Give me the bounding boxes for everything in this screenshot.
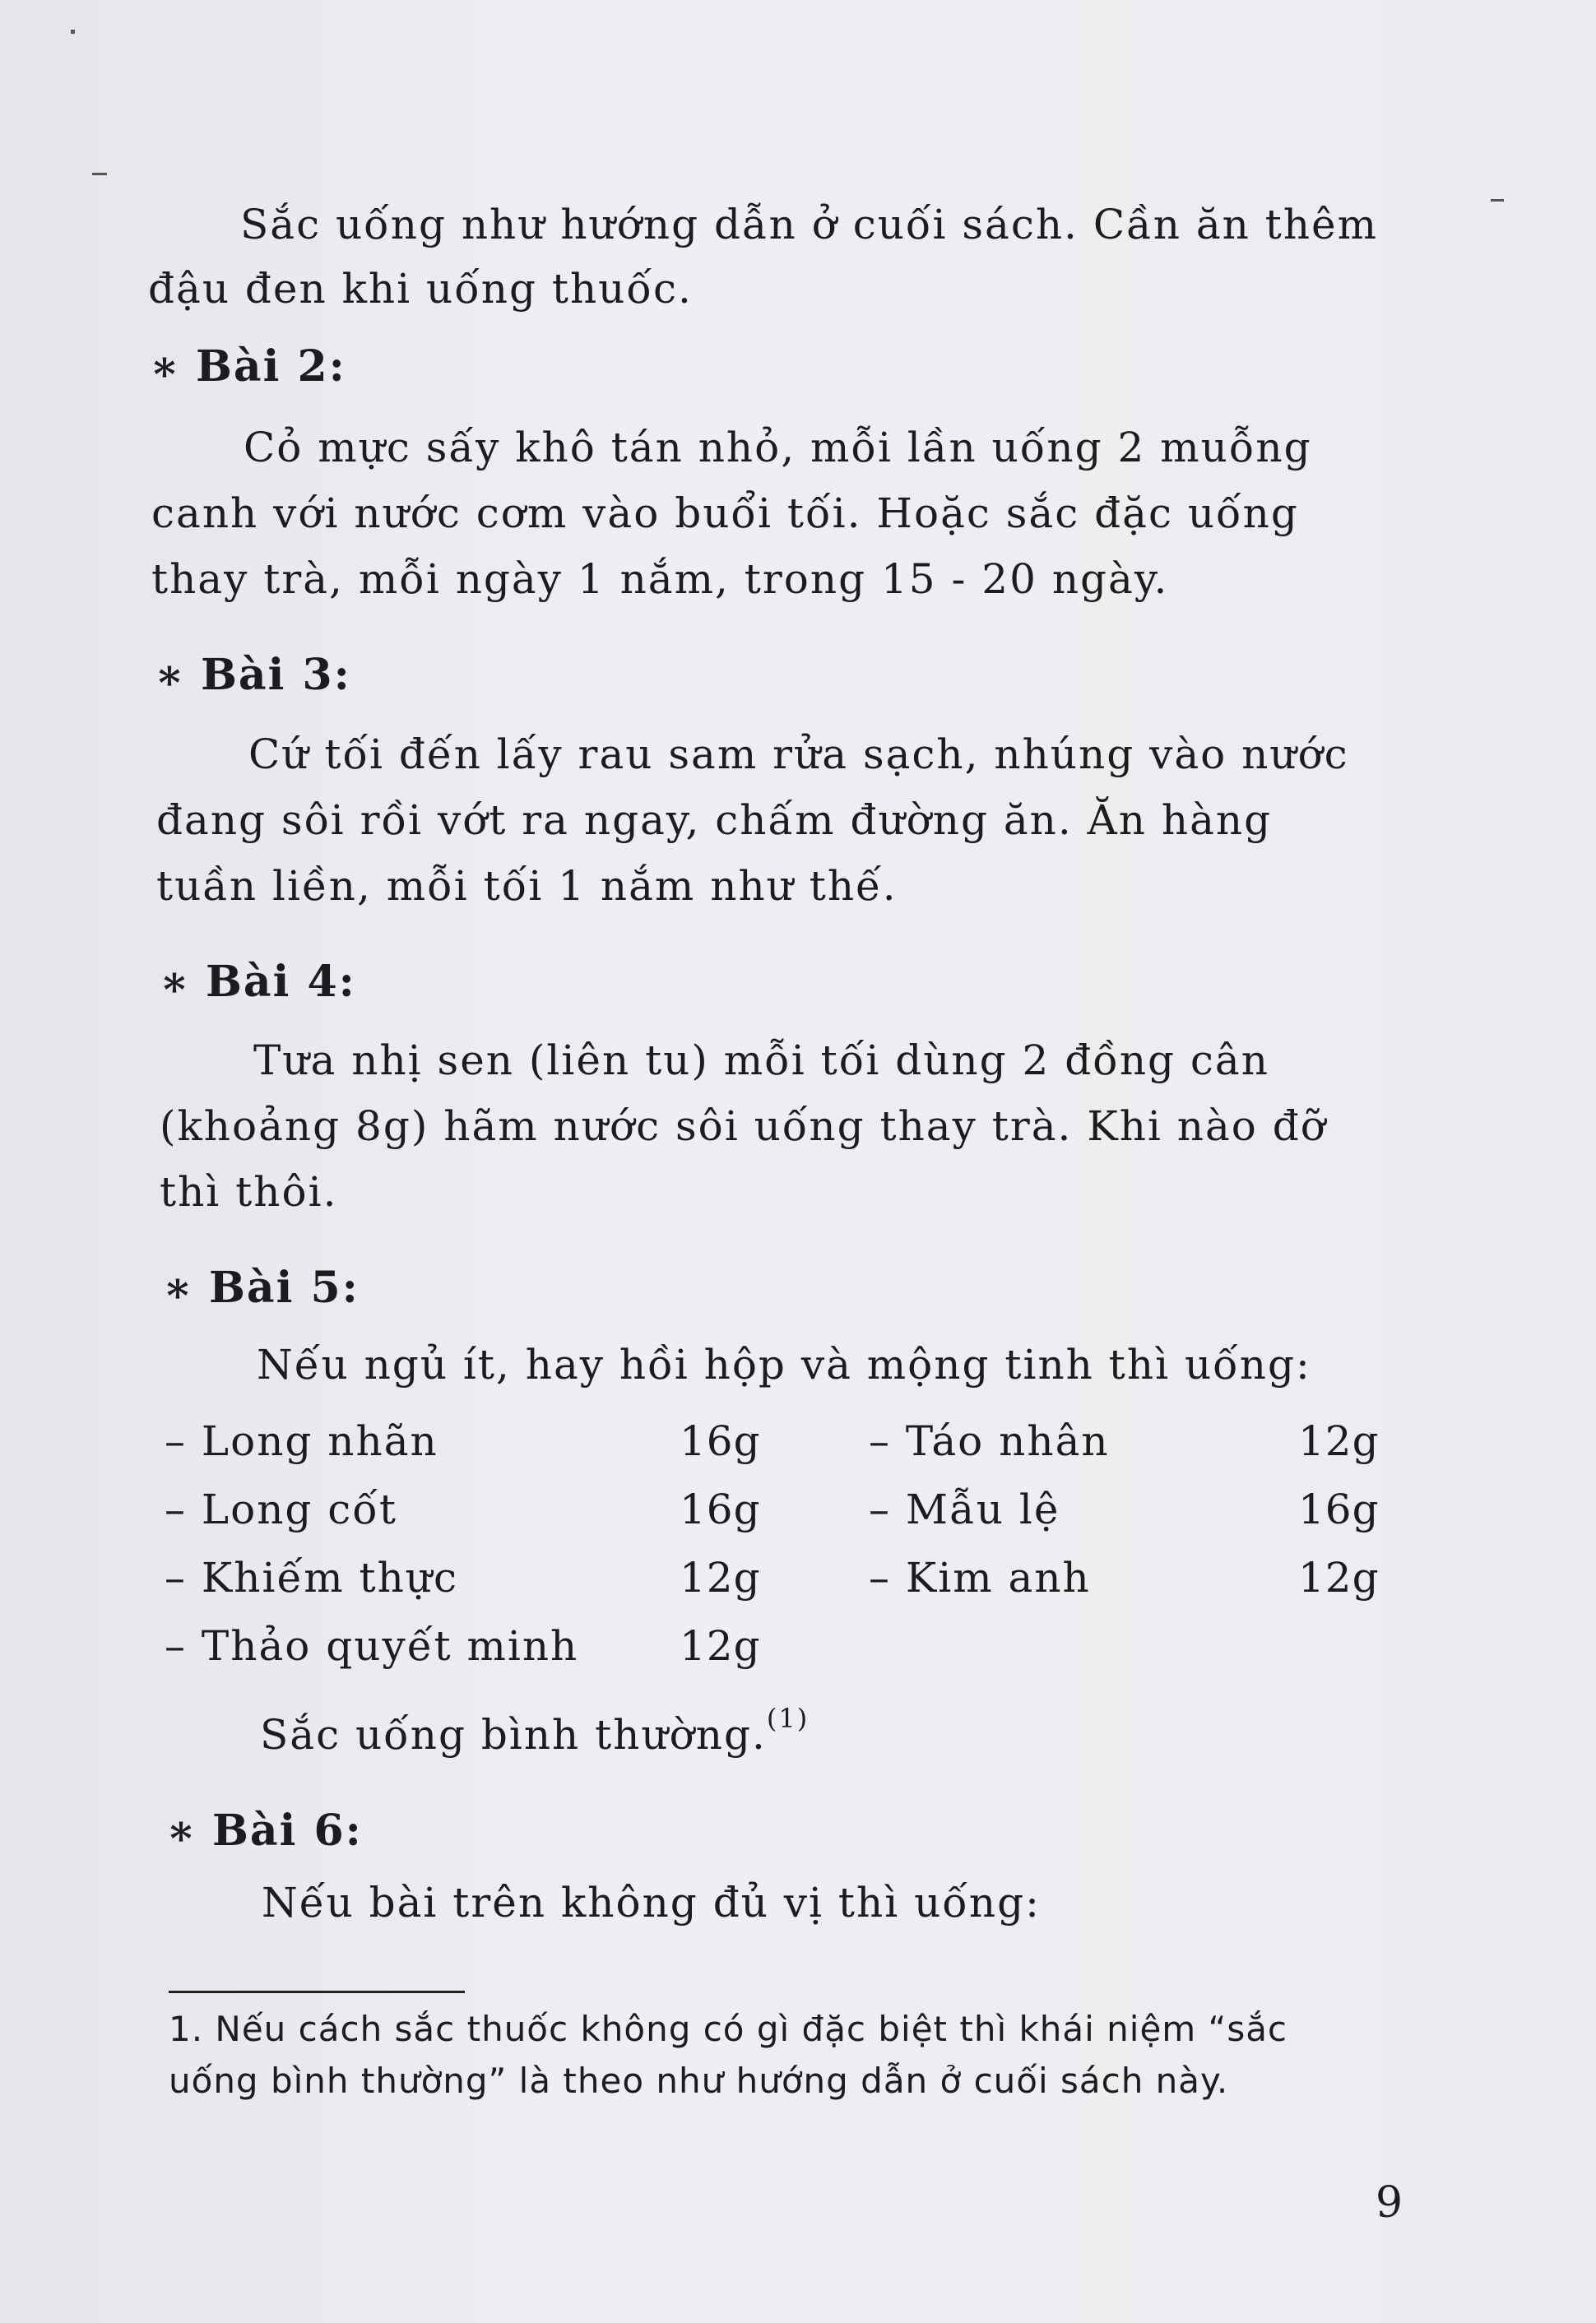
asterisk-icon: ∗	[163, 1263, 194, 1313]
bai-3-line: Cứ tối đến lấy rau sam rửa sạch, nhúng vào nước	[248, 730, 1349, 778]
ingredient-qty: 12g	[680, 1554, 761, 1602]
bai-5-line: Nếu ngủ ít, hay hồi hộp và mộng tinh thì uống:	[257, 1341, 1311, 1389]
bai-6-heading	[166, 1806, 363, 1856]
bai-3-heading	[155, 650, 351, 700]
bai-2-line: thay trà, mỗi ngày 1 nắm, trong 15 - 20 ngày.	[151, 555, 1169, 603]
bai-5-title: Bài 5:	[208, 1263, 360, 1313]
print-speck	[1491, 199, 1504, 202]
bai-4-line: Tưa nhị sen (liên tu) mỗi tối dùng 2 đồng cân	[253, 1036, 1269, 1084]
bai-5-heading	[163, 1263, 360, 1313]
intro-line: đậu đen khi uống thuốc.	[148, 265, 693, 313]
ingredient-qty: 12g	[1298, 1417, 1380, 1465]
ingredient-qty: 16g	[1298, 1486, 1380, 1533]
ingredient-name: – Táo nhân	[869, 1417, 1110, 1465]
ingredient-qty: 16g	[680, 1417, 761, 1465]
asterisk-icon: ∗	[160, 957, 191, 1007]
intro-line: Sắc uống như hướng dẫn ở cuối sách. Cần ăn thêm	[240, 201, 1379, 248]
ingredient-name: – Khiếm thực	[165, 1554, 459, 1602]
bai-4-line: (khoảng 8g) hãm nước sôi uống thay trà. Khi nào đỡ	[160, 1102, 1327, 1150]
ingredient-name: – Long cốt	[165, 1486, 397, 1533]
ingredient-qty: 12g	[680, 1622, 761, 1670]
footnote-divider	[169, 1991, 465, 1993]
print-speck	[71, 30, 75, 34]
ingredient-name: – Long nhãn	[165, 1417, 438, 1465]
ingredient-name: – Mẫu lệ	[869, 1486, 1060, 1533]
bai-5-instruction	[260, 1703, 809, 1759]
bai-6-line: Nếu bài trên không đủ vị thì uống:	[262, 1879, 1041, 1927]
bai-2-line: canh với nước cơm vào buổi tối. Hoặc sắc đặc uống	[151, 489, 1299, 537]
bai-4-heading	[160, 957, 356, 1007]
ingredient-name: – Kim anh	[869, 1554, 1091, 1602]
asterisk-icon: ∗	[150, 341, 181, 392]
bai-2-heading	[150, 341, 346, 392]
footnote-line: uống bình thường” là theo như hướng dẫn ở cuối sách này.	[169, 2061, 1229, 2101]
ingredient-qty: 12g	[1298, 1554, 1380, 1602]
bai-3-title: Bài 3:	[200, 650, 351, 700]
bai-3-line: tuần liền, mỗi tối 1 nắm như thế.	[156, 862, 898, 910]
asterisk-icon: ∗	[155, 650, 186, 700]
asterisk-icon: ∗	[166, 1806, 197, 1856]
bai-4-title: Bài 4:	[205, 957, 356, 1007]
footnote-reference: (1)	[766, 1703, 810, 1734]
print-speck	[92, 173, 107, 175]
ingredient-qty: 16g	[680, 1486, 761, 1533]
page-number: 9	[1376, 2178, 1403, 2228]
bai-2-line: Cỏ mực sấy khô tán nhỏ, mỗi lần uống 2 muỗng	[244, 424, 1312, 471]
bai-3-line: đang sôi rồi vớt ra ngay, chấm đường ăn. Ăn hàng	[156, 796, 1273, 844]
bai-5-after-text: Sắc uống bình thường.	[260, 1711, 767, 1759]
bai-2-title: Bài 2:	[195, 341, 346, 392]
footnote-line: 1. Nếu cách sắc thuốc không có gì đặc biệt thì khái niệm “sắc	[169, 2009, 1288, 2049]
bai-6-title: Bài 6:	[211, 1806, 363, 1856]
ingredient-name: – Thảo quyết minh	[165, 1622, 579, 1670]
bai-4-line: thì thôi.	[160, 1168, 338, 1216]
